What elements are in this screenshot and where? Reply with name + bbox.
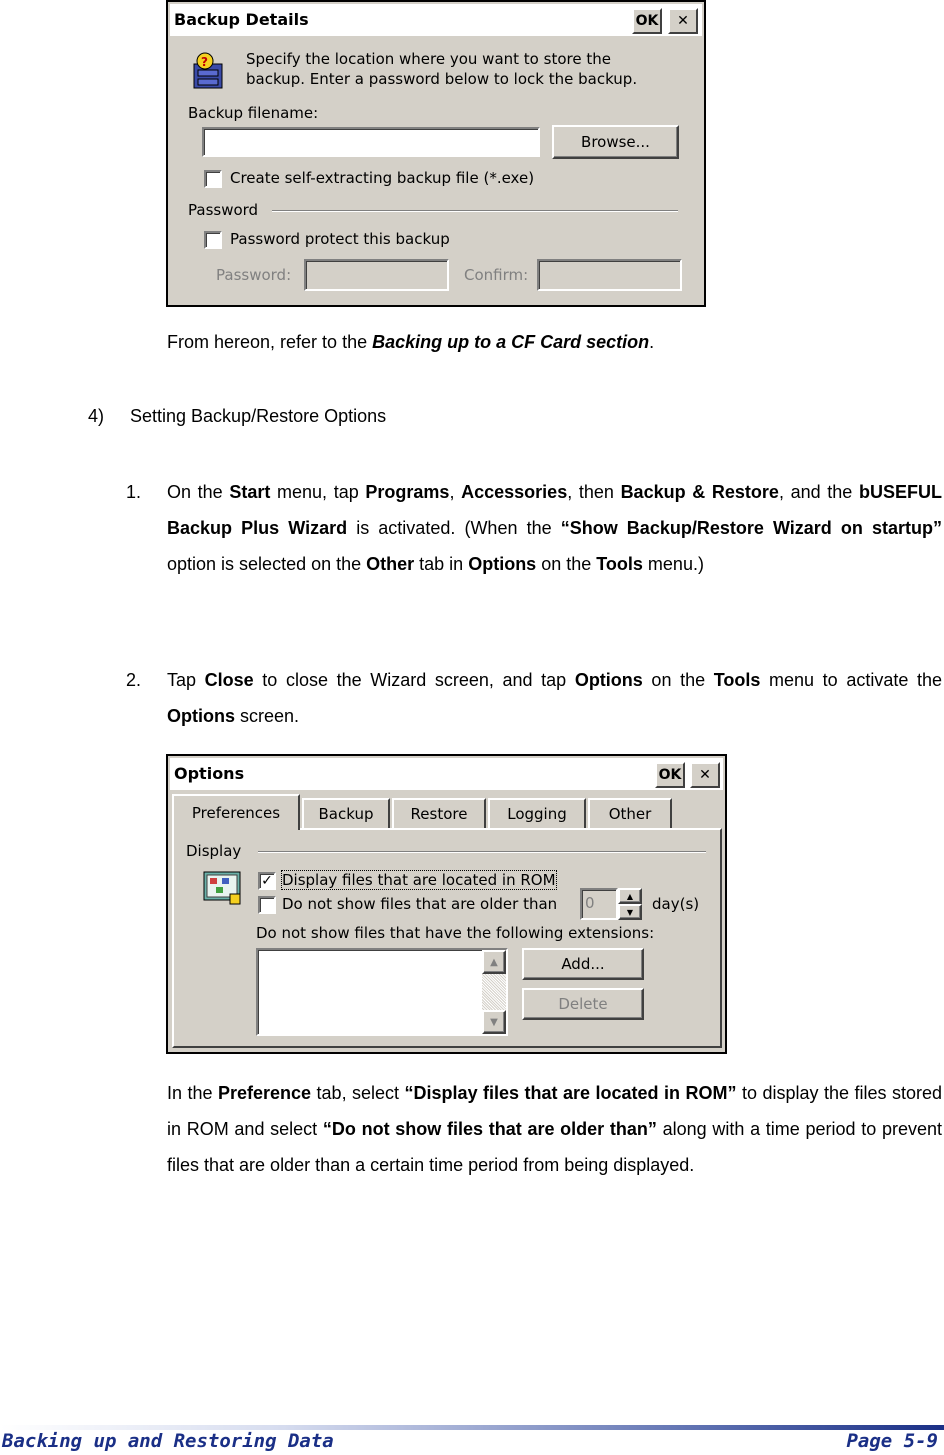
rom-label: Display files that are located in ROM bbox=[282, 871, 556, 889]
spin-up-icon[interactable]: ▲ bbox=[618, 888, 642, 904]
add-button[interactable] bbox=[522, 948, 644, 980]
add-label: Add... bbox=[561, 955, 605, 973]
options-dialog bbox=[166, 754, 727, 1054]
older-checkbox[interactable] bbox=[258, 896, 276, 914]
scroll-up-icon[interactable]: ▲ bbox=[482, 950, 506, 974]
selfextract-label: Create self-extracting backup file (*.exe) bbox=[230, 169, 535, 187]
password-label: Password: bbox=[216, 266, 292, 284]
section-number: 4) bbox=[88, 406, 105, 426]
spin-down-icon[interactable]: ▼ bbox=[618, 904, 642, 920]
selfextract-checkbox[interactable] bbox=[204, 170, 222, 188]
step-2-text: Tap Close to close the Wizard screen, and tap Options on the Tools menu to activate the Options screen. bbox=[167, 670, 942, 726]
refer-section-link: Backing up to a CF Card section bbox=[372, 332, 650, 352]
scroll-down-icon[interactable]: ▼ bbox=[482, 1010, 506, 1034]
password-protect-label: Password protect this backup bbox=[230, 230, 450, 248]
display-group-divider bbox=[258, 851, 706, 853]
step-1-number: 1. bbox=[126, 482, 142, 502]
confirm-label: Confirm: bbox=[464, 266, 529, 284]
step-1-text: On the Start menu, tap Programs, Accessories, then Backup & Restore, and the bUSEFUL Backup Plus Wizard is activated. (When the “Show Backup/Restore Wizard on startup” option is selected on the Other tab in Options on the Tools menu.) bbox=[167, 482, 942, 574]
list-scrollbar[interactable] bbox=[482, 950, 506, 1034]
extensions-label: Do not show files that have the following extensions: bbox=[256, 924, 655, 942]
older-label: Do not show files that are older than bbox=[282, 895, 558, 913]
refer-suffix: . bbox=[649, 332, 655, 352]
days-input[interactable] bbox=[580, 888, 618, 920]
svg-text:?: ? bbox=[201, 55, 208, 69]
extensions-list[interactable] bbox=[256, 948, 508, 1036]
ok-button[interactable]: OK bbox=[632, 8, 662, 34]
filename-input[interactable] bbox=[202, 127, 540, 157]
page-number: Page 5-9 bbox=[846, 1430, 938, 1452]
browse-label: Browse... bbox=[581, 133, 650, 151]
password-group-label: Password bbox=[188, 201, 259, 219]
backup-cabinet-icon bbox=[188, 52, 228, 92]
days-unit: day(s) bbox=[652, 895, 700, 913]
step-2-number: 2. bbox=[126, 670, 142, 690]
title-bar bbox=[170, 758, 723, 790]
dialog-title: Options bbox=[174, 764, 245, 783]
tab-other[interactable]: Other bbox=[588, 798, 672, 828]
confirm-input[interactable] bbox=[537, 259, 682, 291]
refer-prefix: From hereon, refer to the bbox=[167, 332, 373, 352]
title-bar bbox=[170, 4, 702, 36]
filename-label: Backup filename: bbox=[188, 104, 319, 122]
rom-checkbox[interactable]: ✓ bbox=[258, 872, 276, 890]
description-line-1: Specify the location where you want to store the bbox=[246, 50, 611, 68]
tab-restore[interactable]: Restore bbox=[392, 798, 486, 828]
password-protect-checkbox[interactable] bbox=[204, 231, 222, 249]
browse-button[interactable] bbox=[552, 125, 679, 159]
tab-backup[interactable]: Backup bbox=[302, 798, 390, 828]
days-spinner[interactable] bbox=[618, 888, 642, 920]
close-icon[interactable]: ✕ bbox=[668, 8, 698, 34]
display-files-icon bbox=[202, 868, 244, 906]
password-input[interactable] bbox=[304, 259, 449, 291]
refer-text bbox=[167, 324, 654, 360]
password-group-divider bbox=[272, 210, 678, 212]
description-line-2: backup. Enter a password below to lock the backup. bbox=[246, 70, 638, 88]
tab-logging[interactable]: Logging bbox=[488, 798, 586, 828]
tab-preferences[interactable]: Preferences bbox=[172, 794, 300, 830]
backup-details-dialog bbox=[166, 0, 706, 307]
section-title: Setting Backup/Restore Options bbox=[130, 406, 387, 426]
display-group-label: Display bbox=[186, 842, 242, 860]
delete-button[interactable] bbox=[522, 988, 644, 1020]
ok-button[interactable]: OK bbox=[655, 762, 685, 788]
delete-label: Delete bbox=[558, 995, 608, 1013]
closing-paragraph: In the Preference tab, select “Display files that are located in ROM” to display the files stored in ROM and select “Do not show files that are older than” along with a time period to prevent files that are older than a certain time period from being displayed. bbox=[167, 1083, 943, 1175]
close-icon[interactable]: ✕ bbox=[690, 762, 720, 788]
footer-title: Backing up and Restoring Data bbox=[2, 1430, 334, 1452]
dialog-title: Backup Details bbox=[174, 10, 309, 29]
days-value: 0 bbox=[585, 894, 595, 912]
